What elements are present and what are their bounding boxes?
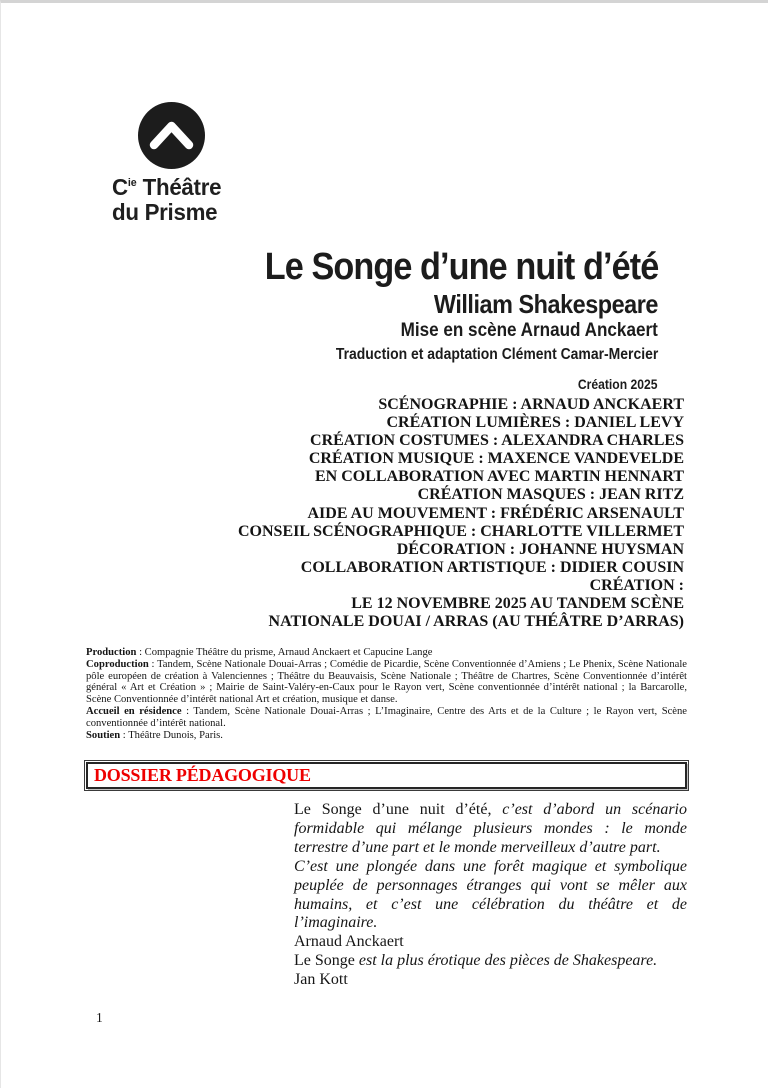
company-name-line2: du Prisme (112, 199, 218, 225)
company-name (112, 171, 221, 225)
production-block (86, 647, 687, 741)
quote-paragraph: Le Songe d’une nuit d’été, c’est d’abord un scénario formidable qui mélange plusieurs mondes : le monde terrestre d’une part et le monde merveilleux d’autre part. (294, 801, 687, 856)
production-entry: Accueil en résidence : Tandem, Scène Nationale Douai-Arras ; L’Imaginaire, Centre des Arts et de la Culture ; le Rayon vert, Scène conventionnée d’intérêt national. (86, 705, 687, 729)
dossier-banner-label: DOSSIER PÉDAGOGIQUE (94, 765, 311, 785)
credit-line: CRÉATION MASQUES : JEAN RITZ (417, 486, 684, 504)
credit-line: COLLABORATION ARTISTIQUE : DIDIER COUSIN (300, 558, 684, 576)
play-title: Le Songe d’une nuit d’été (264, 246, 658, 288)
credit-line: NATIONALE DOUAI / ARRAS (AU THÉÂTRE D’ARRAS) (268, 613, 684, 631)
production-label: Accueil en résidence (86, 705, 182, 717)
quote-paragraph: C’est une plongée dans une forêt magique et symbolique peuplée de personnages étranges qui vont se mêler aux humains, et c’est une célébration du théâtre et de l’imaginaire. (294, 857, 687, 932)
production-label: Production (86, 647, 137, 658)
quote-play-title: Le Songe (294, 952, 355, 970)
credit-line: CRÉATION COSTUMES : ALEXANDRA CHARLES (310, 432, 684, 450)
credit-line: LE 12 NOVEMBRE 2025 AU TANDEM SCÈNE (351, 595, 684, 613)
title-block (86, 244, 658, 394)
credit-line: CRÉATION : (589, 576, 684, 594)
credit-line: CRÉATION MUSIQUE : MAXENCE VANDEVELDE (308, 450, 684, 468)
dossier-banner (86, 762, 687, 789)
production-label: Coproduction (86, 658, 149, 670)
quote-play-title: Le Songe d’une nuit d’été, (294, 801, 492, 818)
prisme-chevron-logo-icon (138, 102, 205, 169)
credit-line: CONSEIL SCÉNOGRAPHIQUE : CHARLOTTE VILLERMET (237, 522, 684, 540)
quote-attribution: Jan Kott (294, 971, 348, 989)
credits-list (86, 396, 684, 631)
credit-line: CRÉATION LUMIÈRES : DANIEL LEVY (386, 414, 684, 432)
production-entry: Coproduction : Tandem, Scène Nationale Douai-Arras ; Comédie de Picardie, Scène Conventionnée d’Amiens ; Le Phenix, Scène Nationale pôle européen de création à Valenciennes ; Théâtre du Beauvaisis, Scène Nationale ; Théâtre de Chartres, Scène Conventionnée d’intérêt général « Art et Création » ; Mairie de Saint-Valéry-en-Caux pour le Rayon vert, Scène conventionnée d’intérêt national ; la Barcarolle, Scène Conventionnée d’intérêt national Art et création, musique et danse. (86, 658, 687, 706)
quote-paragraph: Le Songe est la plus érotique des pièces de Shakespeare. (294, 952, 658, 970)
quote-attribution: Arnaud Anckaert (294, 933, 404, 951)
credit-line: AIDE AU MOUVEMENT : FRÉDÉRIC ARSENAULT (307, 504, 684, 522)
production-label: Soutien (86, 729, 121, 741)
company-name-line1: $C^{ie}$ Théâtre (112, 174, 222, 200)
creation-year: Création 2025 (578, 377, 658, 392)
credit-line: EN COLLABORATION AVEC MARTIN HENNART (315, 468, 684, 486)
page-number: 1 (96, 1010, 103, 1025)
translation-line: Traduction et adaptation Clément Camar-Mercier (335, 346, 658, 363)
author-name: William Shakespeare (433, 289, 658, 319)
credit-line: DÉCORATION : JOHANNE HUYSMAN (396, 540, 684, 558)
production-entry: Production : Compagnie Théâtre du prisme, Arnaud Anckaert et Capucine Lange (86, 647, 433, 658)
quotes-block (294, 801, 687, 990)
director-line: Mise en scène Arnaud Anckaert (400, 320, 658, 341)
production-entry: Soutien : Théâtre Dunois, Paris. (86, 729, 223, 741)
credit-line: SCÉNOGRAPHIE : ARNAUD ANCKAERT (378, 396, 684, 413)
